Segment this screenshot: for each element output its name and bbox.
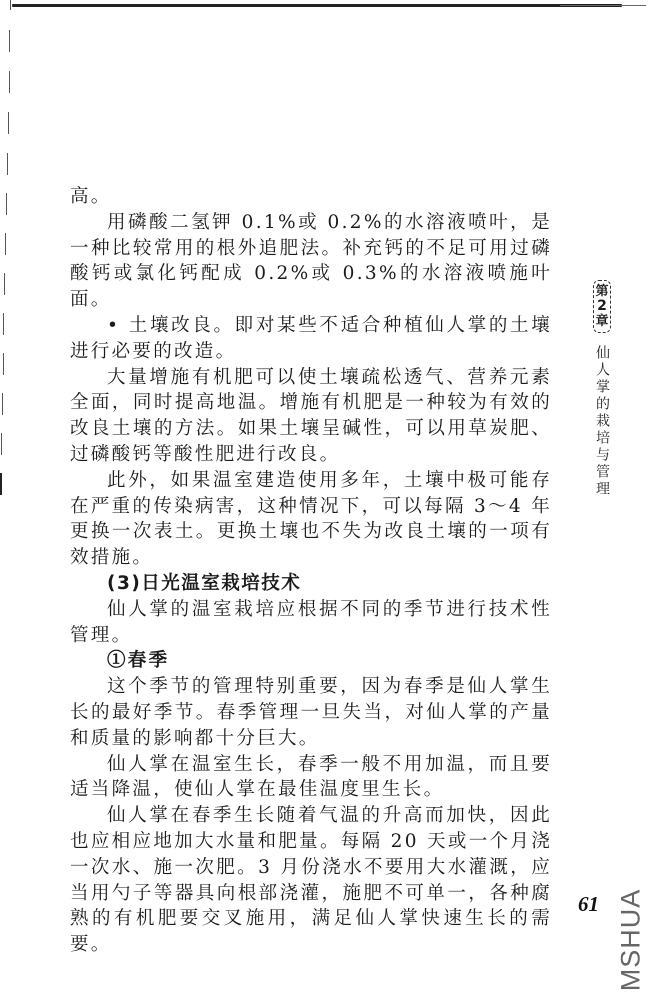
chapter-suffix: 章 [595,314,609,329]
chapter-title: 仙人掌的栽培与管理 [594,345,610,498]
header-rule [12,4,622,7]
subsection-heading: ①春季 [107,650,170,672]
paragraph: 仙人掌的温室栽培应根据不同的季节进行技术性管理。 [70,598,552,646]
binding-dash [7,153,8,175]
paragraph-continuation: 高。 [70,186,112,207]
binding-dash [4,273,5,295]
bullet-paragraph: • 土壤改良。即对某些不适合种植仙人掌的土壤进行必要的改造。 [70,314,552,362]
binding-dash [3,353,4,375]
chapter-prefix: 第 [595,284,609,299]
paragraph: 用磷酸二氢钾 0.1%或 0.2%的水溶液喷叶，是一种比较常用的根外追肥法。补充钙的不足可用过磷酸钙或氯化钙配成 0.2%或 0.3%的水溶液喷施叶面。 [70,211,552,311]
body-text [70,184,552,958]
chapter-number: 2 [597,298,607,314]
binding-edge [0,0,14,500]
paragraph: 此外，如果温室建造使用多年，土壤中极可能存在严重的传染病害，这种情况下，可以每隔 3～4 年更换一次表土。更换土壤也不失为改良土壤的一项有效措施。 [70,469,552,569]
paragraph: 仙人掌在春季生长随着气温的升高而加快，因此也应相应地加大水量和肥量。每隔 20 天或一个月浇一次水、施一次肥。3 月份浇水不要用大水灌溉，应当用勺子等器具向根部浇灌，施肥不可单一，各种腐熟的有机肥要交叉施用，满足仙人掌快速生长的需要。 [70,805,552,956]
binding-dash [2,393,3,415]
binding-dash [9,71,10,93]
page-number: 61 [578,892,599,916]
paragraph: 这个季节的管理特别重要，因为春季是仙人掌生长的最好季节。春季管理一旦失当，对仙人掌的产量和质量的影响都十分巨大。 [70,676,552,749]
section-heading: (3)日光温室栽培技术 [107,572,302,594]
binding-dash [9,30,10,52]
binding-dash [8,112,9,134]
binding-dash [6,193,7,215]
paragraph: 仙人掌在温室生长，春季一般不用加温，而且要适当降温，使仙人掌在最佳温度里生长。 [70,753,552,801]
watermark: MSHUA [615,888,646,992]
chapter-label-box [593,280,610,333]
chapter-tab [592,280,612,498]
paragraph: 大量增施有机肥可以使土壤疏松透气、营养元素全面，同时提高地温。增施有机肥是一种较为有效的改良土壤的方法。如果土壤呈碱性，可以用草炭肥、过磷酸钙等酸性肥进行改良。 [70,366,552,465]
binding-dash [3,313,4,335]
binding-dash [0,473,2,495]
binding-dash [10,0,11,10]
binding-dash [1,433,2,455]
header-rule-tail [560,5,646,6]
binding-dash [5,233,6,255]
